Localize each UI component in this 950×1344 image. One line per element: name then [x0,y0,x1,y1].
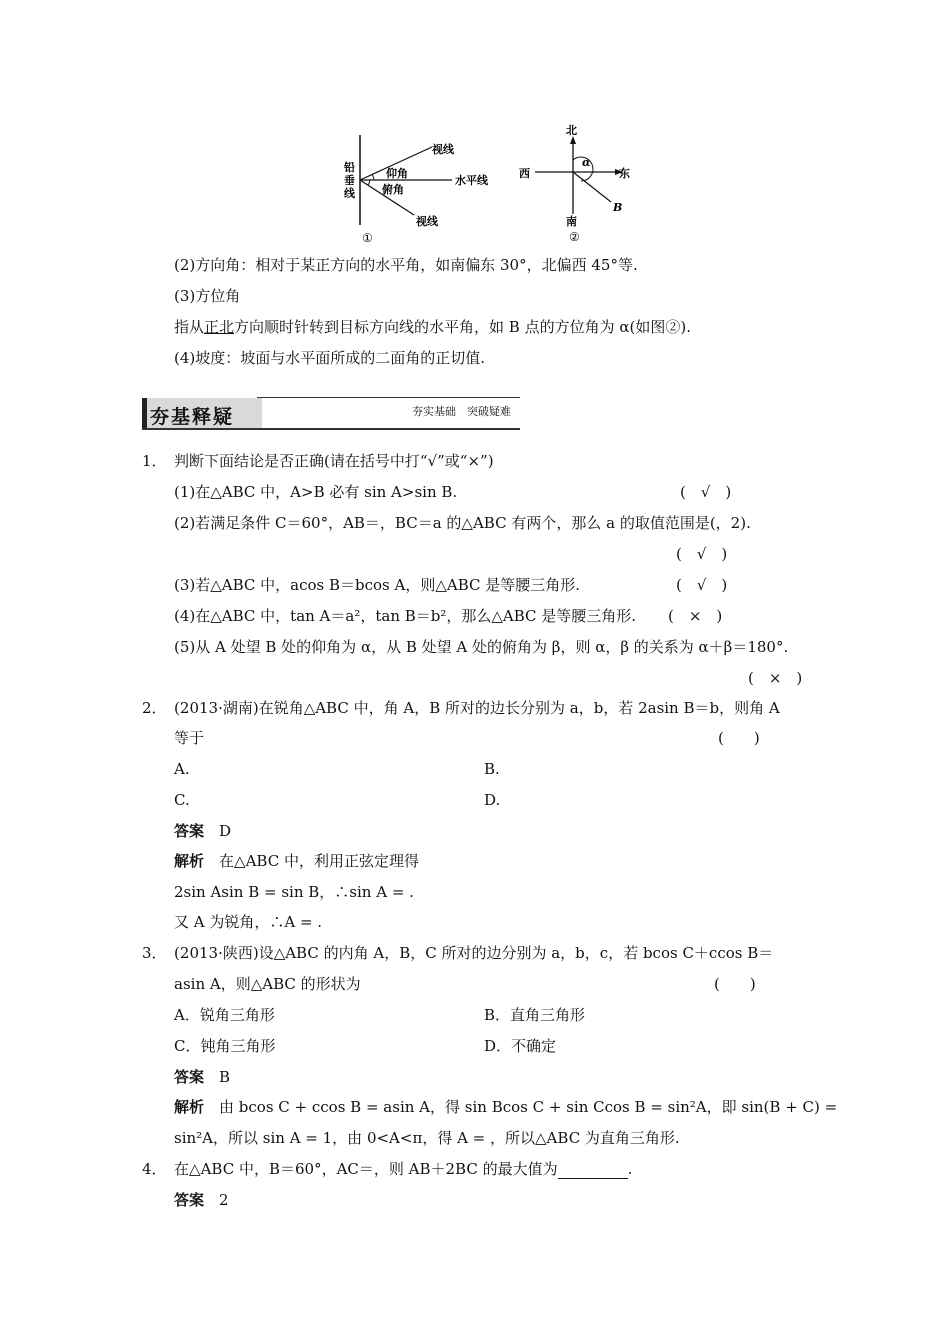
vertical-label-2: 垂 [344,174,355,187]
bearing-definition-end: 方向顺时针转到目标方向线的水平角，如 B 点的方位角为 α(如图②). [234,318,691,336]
q3-analysis-line-1: 由 bcos C + ccos B = asin A，得 sin Bcos C + sin Ccos B = sin²A，即 sin(B + C) = [219,1098,838,1116]
line-of-sight-top-label: 视线 [432,143,454,156]
east-label: 东 [619,167,630,180]
q3-answer-value: B [219,1068,231,1086]
q4-answer-blank [558,1164,628,1179]
depression-label: 俯角 [382,183,404,196]
q2-stem: 2． (2013·湖南)在锐角△ABC 中，角 A，B 所对的边长分别为 a，b，若 2asin B＝b，则角 A [142,699,780,717]
point-b-label: B [613,201,623,214]
slope-line: (4)坡度：坡面与水平面所成的二面角的正切值. [174,349,486,367]
q3-analysis-label: 解析 [174,1098,205,1116]
q3-option-d: D．不确定 [484,1037,557,1055]
angle-of-elevation-figure [340,135,500,247]
q2-option-c: C. [174,791,190,809]
alpha-label: α [582,156,591,169]
q2-stem-continued: 等于 [174,729,205,747]
q2-analysis-label: 解析 [174,852,205,870]
true-north-underlined: 正北 [204,318,235,336]
q2-answer-paren: ( ) [718,729,760,747]
q2-analysis-line-2: 2sin Asin B = sin B，∴sin A = . [174,883,414,901]
q4-stem-text: 4． 在△ABC 中，B＝60°，AC＝，则 AB＋2BC 的最大值为 [142,1160,558,1178]
q1-mark-4: ( × ) [668,607,723,625]
figure-number-2: ② [569,230,580,244]
q2-option-d: D. [484,791,501,809]
q2-option-b: B. [484,760,500,778]
q4-stem-end: . [627,1160,633,1178]
depression-arc [368,180,370,185]
section-title: 夯基释疑 [150,406,235,428]
horizontal-line-label: 水平线 [455,174,488,187]
west-label: 西 [519,167,530,180]
q4-answer [174,1190,229,1210]
q3-answer [174,1067,230,1087]
bearing-line-b [573,172,611,202]
q4-answer-label: 答案 [174,1191,205,1209]
section-subtitle: 夯实基础 突破疑难 [412,405,511,418]
q3-option-c: C．钝角三角形 [174,1037,276,1055]
q3-answer-label: 答案 [174,1068,205,1086]
q4-answer-value: 2 [219,1191,229,1209]
bearing-heading: (3)方位角 [174,287,241,305]
q3-analysis-line-2: sin²A，所以 sin A = 1，由 0<A<π，得 A = ，所以△ABC 为直角三角形. [174,1129,680,1147]
north-label: 北 [566,124,577,137]
q1-statement-3: (3)若△ABC 中，acos B＝bcos A，则△ABC 是等腰三角形. [174,576,581,594]
q1-mark-2: ( √ ) [676,545,728,563]
q2-analysis-line-3: 又 A 为锐角，∴A = . [174,913,323,931]
bearing-definition [174,317,691,337]
bearing-figure [515,122,640,247]
q3-option-b: B．直角三角形 [484,1006,586,1024]
elevation-label: 仰角 [386,167,408,180]
q3-answer-paren: ( ) [714,975,756,993]
figure-number-1: ① [362,231,373,245]
q1-statement-4: (4)在△ABC 中，tan A＝a²，tan B＝b²，那么△ABC 是等腰三角形. [174,607,637,625]
vertical-label-3: 线 [344,187,355,200]
q1-mark-5: ( × ) [748,669,803,687]
q3-analysis [174,1097,837,1117]
bearing-definition-start: 指从 [174,318,205,336]
q2-analysis [174,851,419,871]
q2-option-a: A. [174,760,190,778]
q1-stem: 1． 判断下面结论是否正确(请在括号中打“√”或“×”) [142,452,494,470]
q3-stem: 3． (2013·陕西)设△ABC 的内角 A，B，C 所对的边分别为 a，b，c，若 bcos C＋ccos B＝ [142,944,774,962]
south-label: 南 [566,215,577,228]
q1-statement-2: (2)若满足条件 C＝60°，AB＝，BC＝a 的△ABC 有两个，那么 a 的取值范围是(，2). [174,514,751,532]
q4-stem [142,1159,632,1179]
q2-answer [174,821,231,841]
q2-analysis-line-1: 在△ABC 中，利用正弦定理得 [219,852,419,870]
q2-answer-label: 答案 [174,822,205,840]
q1-statement-1: (1)在△ABC 中，A>B 必有 sin A>sin B. [174,483,458,501]
q1-statement-5: (5)从 A 处望 B 处的仰角为 α，从 B 处望 A 处的俯角为 β，则 α，β 的关系为 α＋β＝180°. [174,638,789,656]
q2-answer-value: D [219,822,232,840]
q1-mark-1: ( √ ) [680,483,732,501]
q1-mark-3: ( √ ) [676,576,728,594]
elevation-arc [372,174,374,180]
north-arrow [570,136,576,144]
line-of-sight-bottom-label: 视线 [416,215,438,228]
q3-stem-continued: asin A，则△ABC 的形状为 [174,975,361,993]
direction-angle-line: (2)方向角：相对于某正方向的水平角，如南偏东 30°，北偏西 45°等. [174,256,638,274]
section-header-top-rule [257,397,520,398]
vertical-label-1: 铅 [344,161,355,174]
q3-option-a: A．锐角三角形 [174,1006,275,1024]
